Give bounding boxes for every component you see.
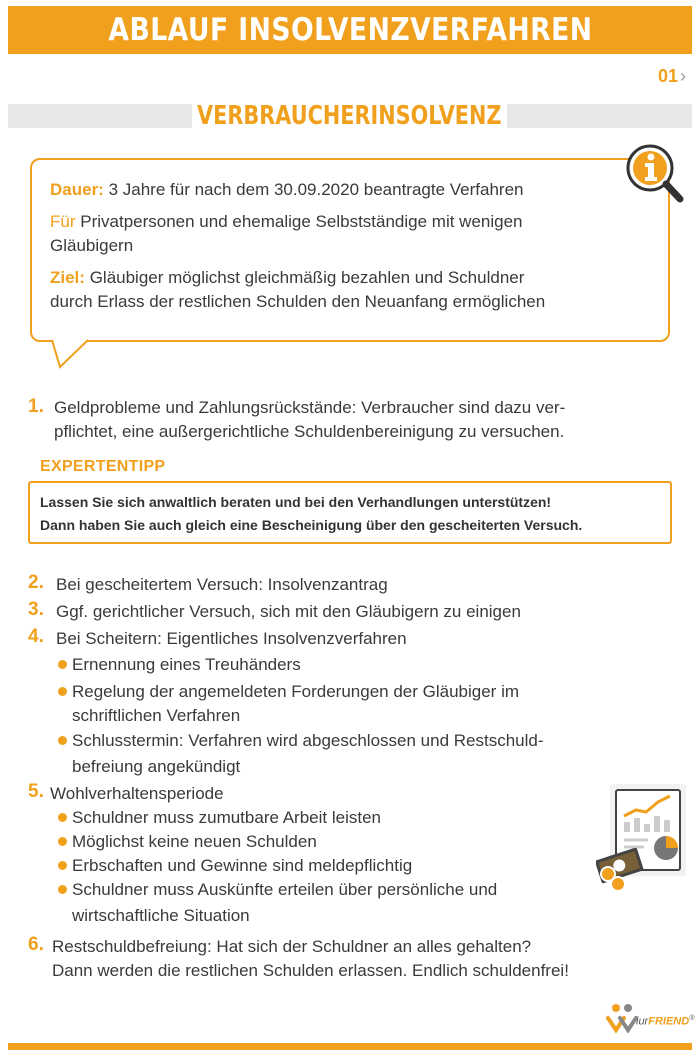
iurfriend-logo-text	[636, 1015, 694, 1028]
bullet-text: Schlusstermin: Verfahren wird abgeschlossen und Restschuld-	[72, 731, 544, 750]
step-5-bullet-4	[58, 878, 497, 902]
page-number[interactable]	[658, 66, 686, 87]
step-4-bullet-3	[58, 729, 544, 753]
ziel-label: Ziel:	[50, 268, 85, 287]
section-heading	[192, 96, 507, 136]
expert-tip-box	[28, 481, 672, 544]
section-title: VERBRAUCHERINSOLVENZ	[197, 101, 502, 131]
step-3-number: 3.	[28, 599, 44, 620]
speech-bubble-tail	[50, 339, 90, 369]
info-bubble	[30, 158, 670, 342]
report-chart-icon	[596, 782, 690, 892]
logo-brand: FRIEND	[648, 1015, 690, 1028]
dauer-line	[50, 178, 650, 202]
step-4-bullet-1	[58, 653, 301, 677]
bullet-dot-icon	[58, 885, 67, 894]
info-magnifier-icon	[622, 142, 686, 206]
chevron-right-icon[interactable]: ›	[680, 66, 686, 86]
step-6-text	[52, 935, 569, 983]
step-2-number: 2.	[28, 572, 44, 593]
ziel-text-2: durch Erlass der restlichen Schulden den Neuanfang ermöglichen	[50, 292, 546, 311]
step-6-number: 6.	[28, 934, 44, 955]
logo-mark: ®	[689, 1015, 695, 1022]
page-title: ABLAUF INSOLVENZVERFAHREN	[107, 12, 593, 48]
step-6-line-1: Restschuldbefreiung: Hat sich der Schuldner an alles gehalten?	[52, 937, 532, 956]
step-5-bullet-2	[58, 830, 317, 854]
page-number-value: 01	[657, 66, 678, 86]
expert-tip-line-2: Dann haben Sie auch gleich eine Bescheinigung über den gescheiterten Versuch.	[40, 517, 583, 533]
step-4-bullet-3-cont: befreiung angekündigt	[72, 757, 241, 776]
fuer-line	[50, 210, 650, 258]
ziel-text: Gläubiger möglichst gleichmäßig bezahlen und Schuldner	[89, 268, 525, 287]
step-5-text: Wohlverhaltensperiode	[50, 784, 224, 803]
step-1-number: 1.	[28, 396, 44, 417]
fuer-text: Privatpersonen und ehemalige Selbstständige mit wenigen	[80, 212, 523, 231]
fuer-text-2: Gläubigern	[50, 236, 134, 255]
bullet-dot-icon	[58, 813, 67, 822]
bullet-dot-icon	[58, 660, 67, 669]
step-6-line-2: Dann werden die restlichen Schulden erlassen. Endlich schuldenfrei!	[52, 961, 569, 980]
fuer-label: Für	[50, 212, 76, 231]
step-4-bullet-2-cont: schriftlichen Verfahren	[72, 706, 241, 725]
iurfriend-logo-icon	[604, 1002, 638, 1036]
bullet-text: Regelung der angemeldeten Forderungen der Gläubiger im	[72, 682, 520, 701]
footer-bar	[8, 1043, 692, 1050]
step-4-text: Bei Scheitern: Eigentliches Insolvenzverfahren	[56, 629, 407, 648]
bullet-text: Schuldner muss Auskünfte erteilen über persönliche und	[72, 880, 498, 899]
bullet-text: Erbschaften und Gewinne sind meldepflichtig	[72, 856, 413, 875]
logo-prefix: iur	[636, 1015, 649, 1028]
ziel-line	[50, 266, 650, 314]
step-3-text: Ggf. gerichtlicher Versuch, sich mit den Gläubigern zu einigen	[56, 602, 521, 621]
step-5-bullet-3	[58, 854, 412, 878]
bullet-dot-icon	[58, 736, 67, 745]
title-banner	[8, 6, 692, 54]
step-5-bullet-1	[58, 806, 381, 830]
bullet-dot-icon	[58, 861, 67, 870]
bullet-text: Ernennung eines Treuhänders	[72, 655, 301, 674]
expert-tip-label: EXPERTENTIPP	[40, 458, 166, 475]
step-1-line-1: Geldprobleme und Zahlungsrückstände: Verbraucher sind dazu ver-	[54, 398, 566, 417]
step-4-number: 4.	[28, 626, 44, 647]
step-1-line-2: pflichtet, eine außergerichtliche Schuldenbereinigung zu versuchen.	[54, 422, 565, 441]
step-2-text: Bei gescheitertem Versuch: Insolvenzantrag	[56, 575, 388, 594]
step-4-bullet-2	[58, 680, 519, 704]
bullet-dot-icon	[58, 837, 67, 846]
bullet-text: Schuldner muss zumutbare Arbeit leisten	[72, 808, 381, 827]
dauer-label: Dauer:	[50, 180, 104, 199]
bullet-dot-icon	[58, 687, 67, 696]
step-5-bullet-4-cont: wirtschaftliche Situation	[72, 906, 250, 925]
dauer-text: 3 Jahre für nach dem 30.09.2020 beantragte Verfahren	[108, 180, 524, 199]
bullet-text: Möglichst keine neuen Schulden	[72, 832, 317, 851]
step-1-text	[54, 396, 565, 444]
expert-tip-line-1: Lassen Sie sich anwaltlich beraten und bei den Verhandlungen unterstützen!	[40, 494, 552, 510]
step-5-number: 5.	[28, 781, 44, 802]
